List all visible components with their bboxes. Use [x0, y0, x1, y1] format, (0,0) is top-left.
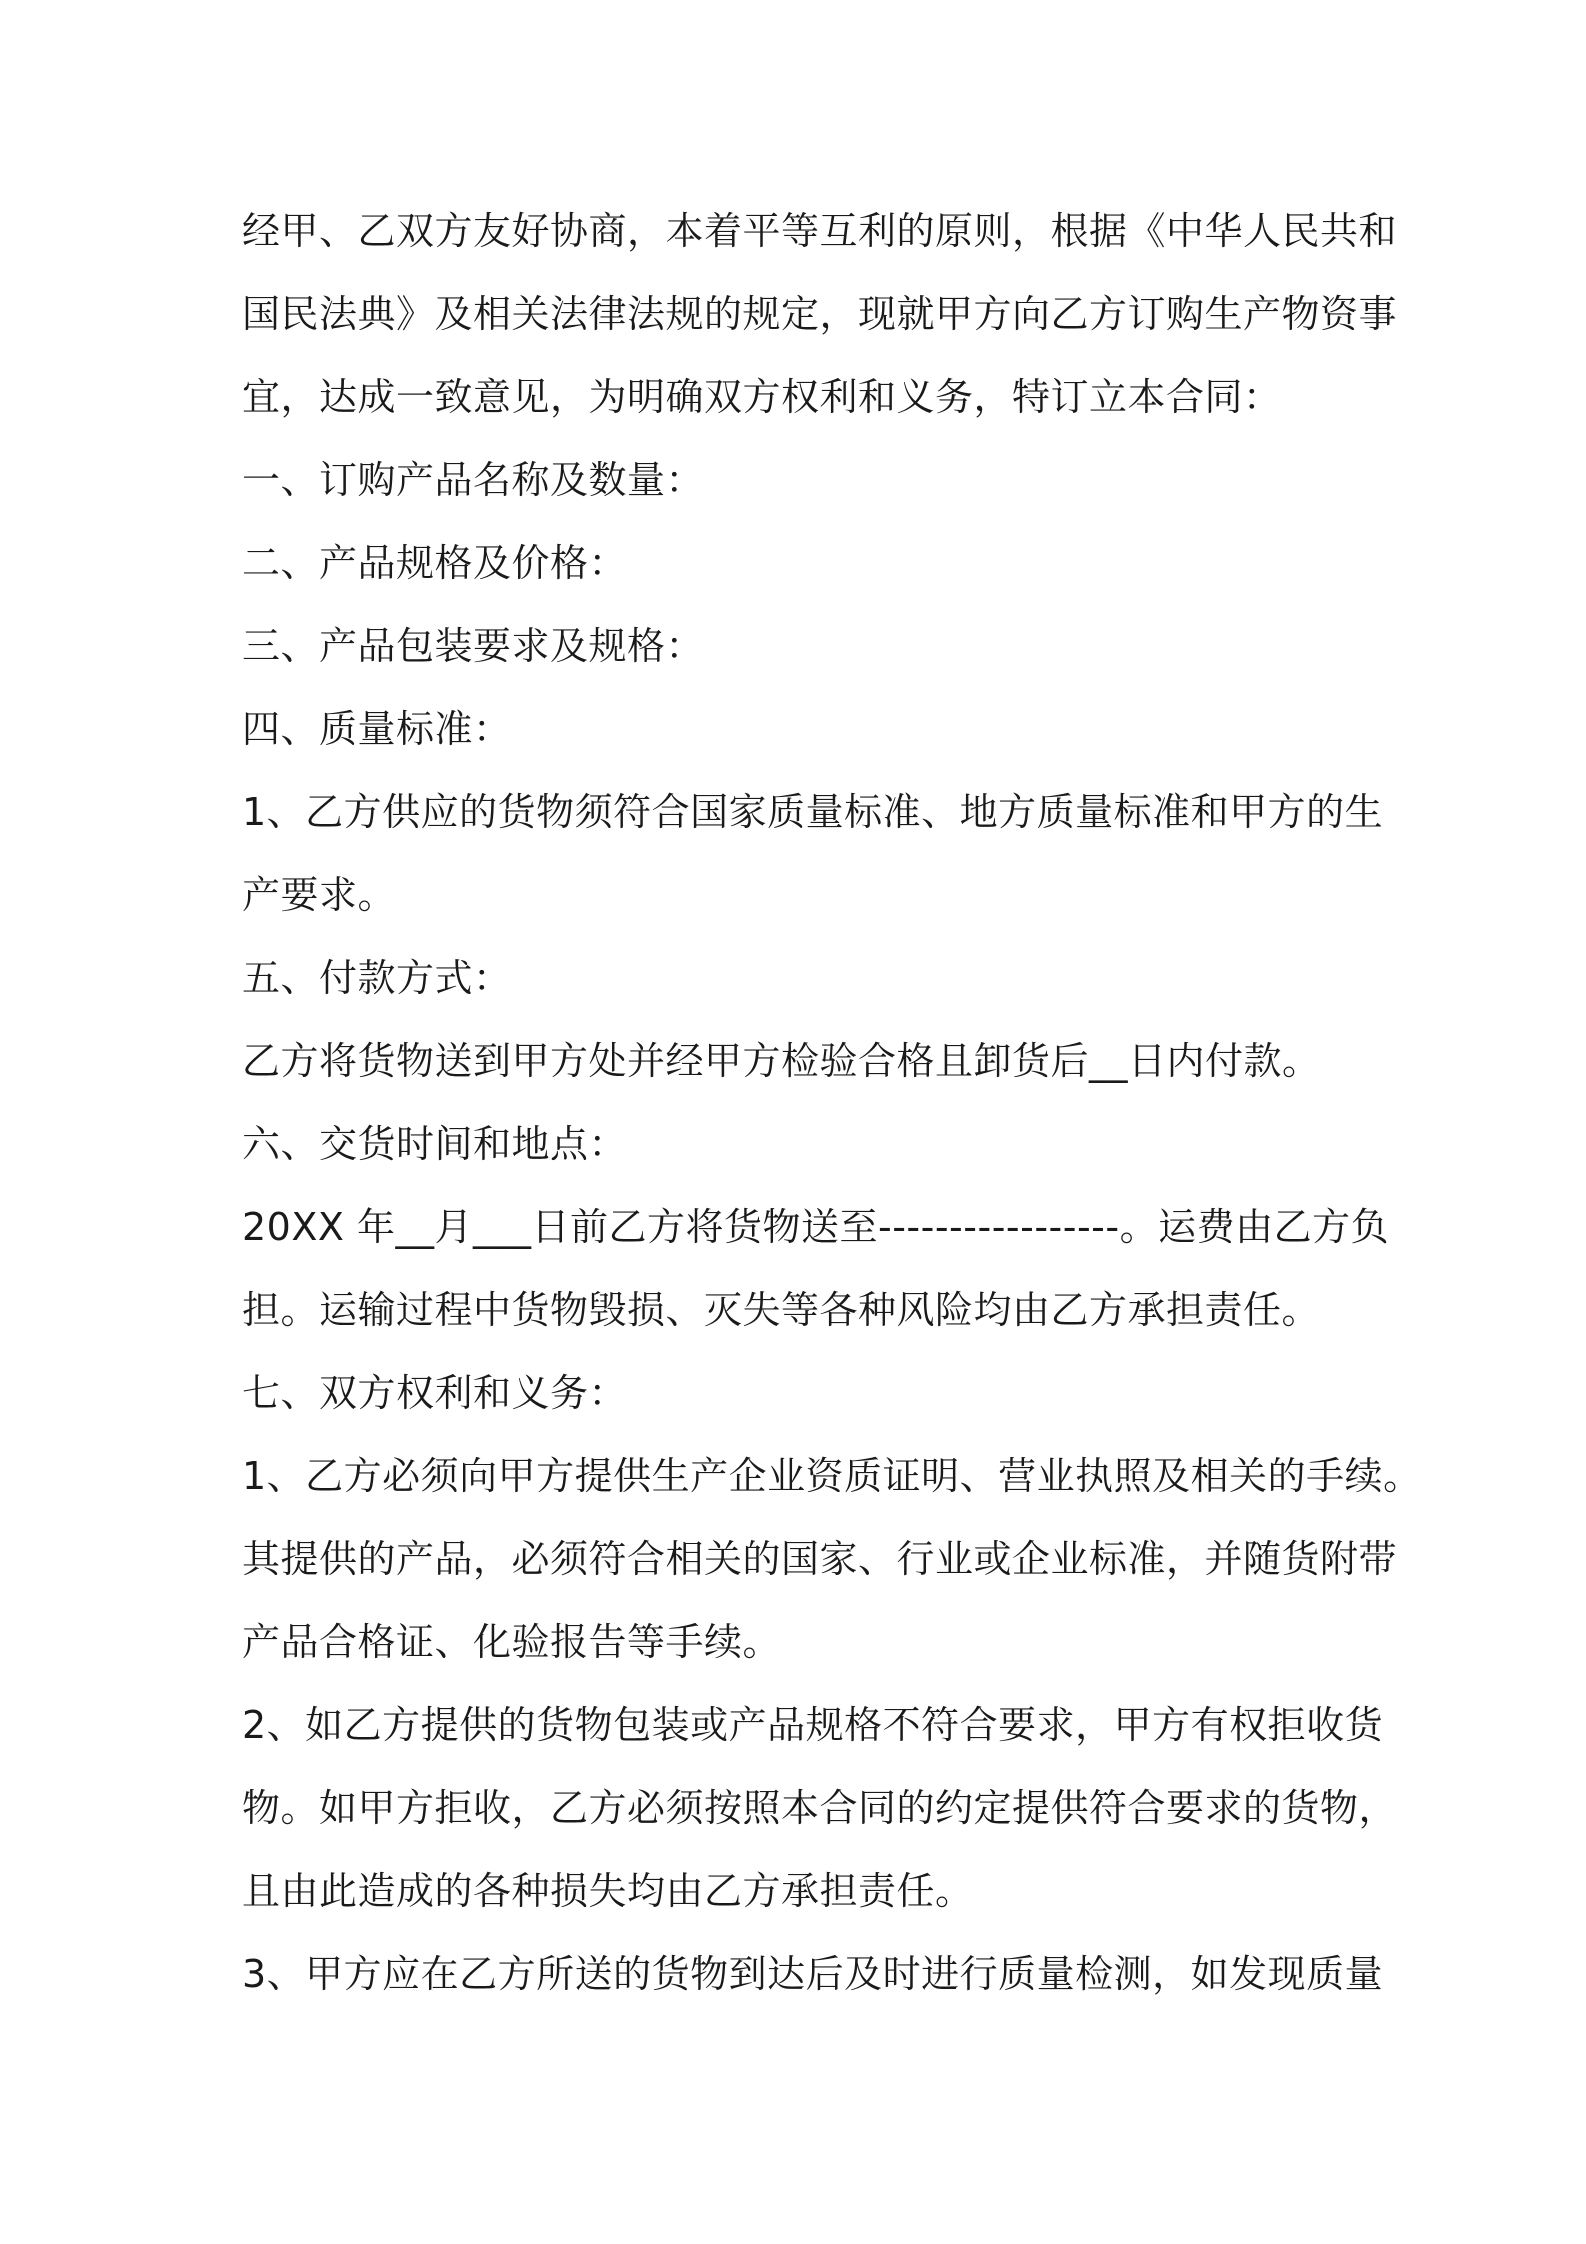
- section-heading: 七、双方权利和义务：: [242, 1371, 628, 1415]
- paragraph-line: 宜，达成一致意见，为明确双方权利和义务，特订立本合同：: [242, 375, 1282, 419]
- section-heading: 三、产品包装要求及规格：: [242, 624, 705, 668]
- section-heading: 四、质量标准：: [242, 707, 512, 751]
- section-heading: 六、交货时间和地点：: [242, 1122, 628, 1166]
- section-heading: 一、订购产品名称及数量：: [242, 458, 705, 502]
- paragraph-line: 产品合格证、化验报告等手续。: [242, 1620, 782, 1664]
- paragraph-line: 3、甲方应在乙方所送的货物到达后及时进行质量检测，如发现质量: [242, 1952, 1384, 1996]
- paragraph-line: 其提供的产品，必须符合相关的国家、行业或企业标准，并随货附带: [242, 1537, 1398, 1581]
- paragraph-line: 国民法典》及相关法律法规的规定，现就甲方向乙方订购生产物资事: [242, 292, 1398, 336]
- paragraph-line: 且由此造成的各种损失均由乙方承担责任。: [242, 1869, 974, 1913]
- paragraph-line: 物。如甲方拒收，乙方必须按照本合同的约定提供符合要求的货物，: [242, 1786, 1398, 1830]
- paragraph-line: 1、乙方供应的货物须符合国家质量标准、地方质量标准和甲方的生: [242, 790, 1384, 834]
- paragraph-line: 经甲、乙双方友好协商，本着平等互利的原则，根据《中华人民共和: [242, 209, 1398, 253]
- paragraph-line: 20XX 年__月___日前乙方将货物送至-----------------。运费由乙方负: [242, 1205, 1390, 1249]
- section-heading: 五、付款方式：: [242, 956, 512, 1000]
- section-heading: 二、产品规格及价格：: [242, 541, 628, 585]
- paragraph-line: 1、乙方必须向甲方提供生产企业资质证明、营业执照及相关的手续。: [242, 1454, 1422, 1498]
- paragraph-line: 2、如乙方提供的货物包装或产品规格不符合要求，甲方有权拒收货: [242, 1703, 1384, 1747]
- paragraph-line: 产要求。: [242, 873, 397, 917]
- paragraph-line: 乙方将货物送到甲方处并经甲方检验合格且卸货后__日内付款。: [242, 1039, 1321, 1083]
- paragraph-line: 担。运输过程中货物毁损、灭失等各种风险均由乙方承担责任。: [242, 1288, 1321, 1332]
